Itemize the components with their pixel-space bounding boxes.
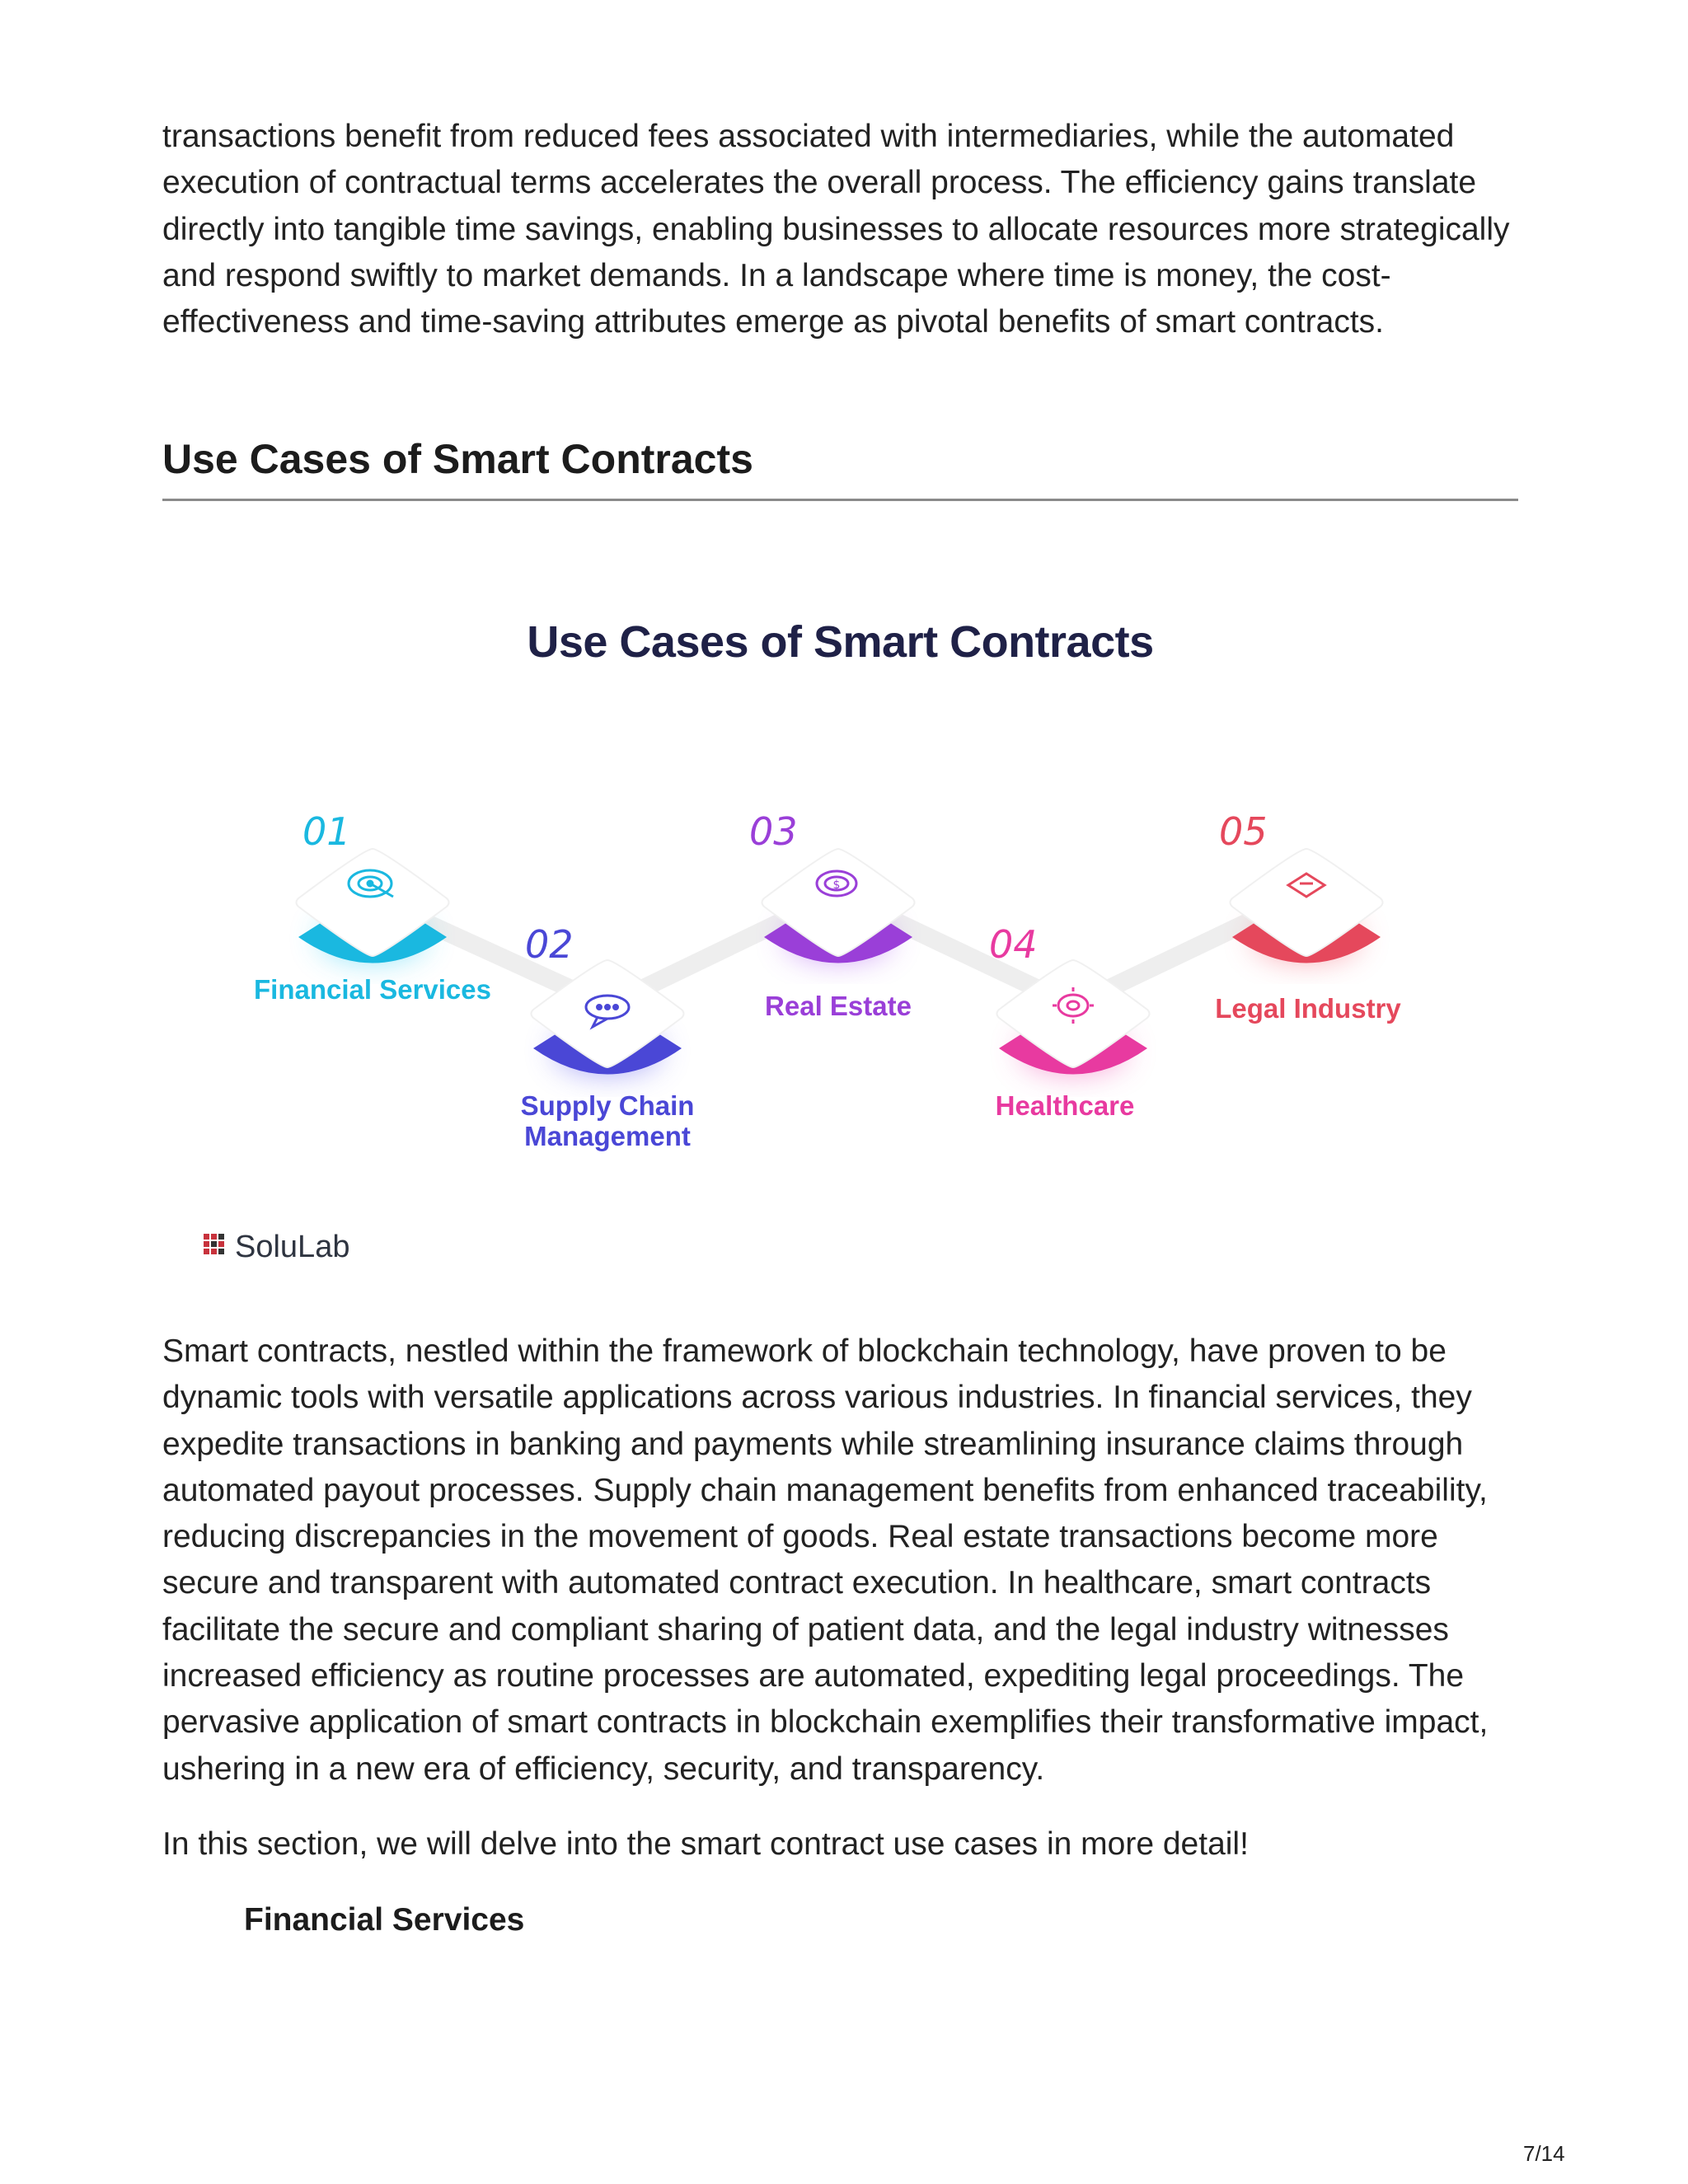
item-label-supply-chain-line2: Management <box>524 1121 691 1151</box>
item-number-01: 01 <box>302 809 351 854</box>
intro-paragraph: transactions benefit from reduced fees associated with intermediaries, while the automated execution of contractual terms accelerates the overall process. The efficiency gains translate directly into tangible time savings, enabling businesses to allocate resources more strategically and respond swiftly to market demands. In a landscape where time is money, the cost-effectiveness and time-saving attributes emerge as pivotal benefits of smart contracts. <box>162 119 1510 340</box>
item-number-04: 04 <box>989 922 1038 967</box>
infographic-title: Use Cases of Smart Contracts <box>527 617 1154 667</box>
svg-text:$: $ <box>832 879 841 892</box>
use-case-tile-healthcare <box>989 922 1150 1121</box>
heading-divider <box>162 499 1518 501</box>
subheading-financial-services: Financial Services <box>244 1902 525 1938</box>
solulab-logo-text: SoluLab <box>235 1230 350 1264</box>
use-case-tile-financial-services <box>254 809 491 1005</box>
item-number-02: 02 <box>525 922 574 967</box>
item-number-03: 03 <box>749 809 798 854</box>
item-label-healthcare: Healthcare <box>995 1090 1135 1121</box>
item-label-supply-chain-line1: Supply Chain <box>520 1090 695 1121</box>
item-label-real-estate: Real Estate <box>765 991 912 1021</box>
section-intro: In this section, we will delve into the smart contract use cases in more detail! <box>162 1826 1249 1862</box>
solulab-mark-icon <box>204 1234 224 1254</box>
item-label-financial-services: Financial Services <box>254 974 491 1005</box>
infographic-svg <box>162 577 1518 1294</box>
page-number: 7/14 <box>1523 2141 1565 2166</box>
section-heading: Use Cases of Smart Contracts <box>162 436 753 482</box>
use-case-tile-supply-chain <box>521 922 695 1151</box>
solulab-logo <box>204 1230 349 1264</box>
use-cases-infographic <box>162 577 1518 1294</box>
body-paragraph: Smart contracts, nestled within the framework of blockchain technology, have proven to be dynamic tools with versatile applications across various industries. In financial services, they expedite transactions in banking and payments while streamlining insurance claims through automated payout processes. Supply chain management benefits from enhanced traceability, reducing discrepancies in the movement of goods. Real estate transactions become more secure and transparent with automated contract execution. In healthcare, smart contracts facilitate the secure and compliant sharing of patient data, and the legal industry witnesses increased efficiency as routine processes are automated, expediting legal proceedings. The pervasive application of smart contracts in blockchain exemplifies their transformative impact, ushering in a new era of efficiency, security, and transparency. <box>162 1333 1489 1787</box>
item-number-05: 05 <box>1219 809 1268 854</box>
item-label-legal-industry: Legal Industry <box>1215 993 1401 1024</box>
